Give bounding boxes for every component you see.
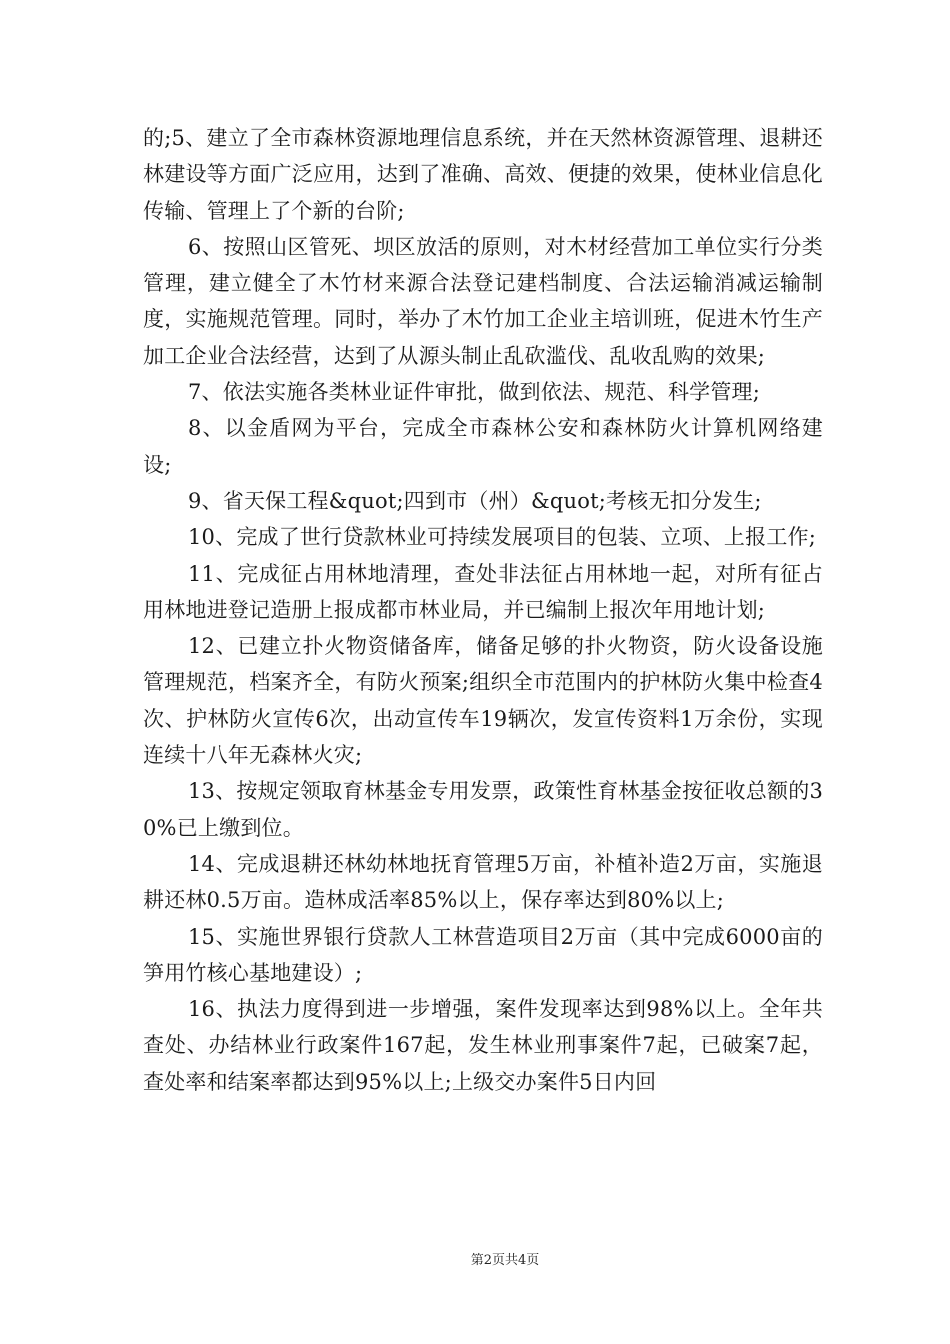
- document-body: [143, 120, 823, 1100]
- paragraph-7: 11、完成征占用林地清理，查处非法征占用林地一起，对所有征占用林地进登记造册上报成都市林业局，并已编制上报次年用地计划;: [143, 561, 823, 622]
- paragraph-10: 14、完成退耕还林幼林地抚育管理5万亩，补植补造2万亩，实施退耕还林0.5万亩。造林成活率85%以上，保存率达到80%以上;: [143, 851, 823, 913]
- paragraph-5: 9、省天保工程&quot;四到市（州）&quot;考核无扣分发生;: [188, 488, 762, 513]
- paragraph-8: 12、已建立扑火物资储备库，储备足够的扑火物资，防火设备设施管理规范，档案齐全，有防火预案;组织全市范围内的护林防火集中检查4次、护林防火宣传6次，出动宣传车19辆次，发宣传资料1万余份，实现连续十八年无森林火灾;: [143, 634, 823, 768]
- paragraph-1: 的;5、建立了全市森林资源地理信息系统，并在天然林资源管理、退耕还林建设等方面广泛应用，达到了准确、高效、便捷的效果，使林业信息化传输、管理上了个新的台阶;: [143, 126, 823, 223]
- paragraph-9: 13、按规定领取育林基金专用发票，政策性育林基金按征收总额的30%已上缴到位。: [143, 779, 823, 840]
- paragraph-2: 6、按照山区管死、坝区放活的原则，对木材经营加工单位实行分类管理，建立健全了木竹材来源合法登记建档制度、合法运输消减运输制度，实施规范管理。同时，举办了木竹加工企业主培训班，促进木竹生产加工企业合法经营，达到了从源头制止乱砍滥伐、乱收乱购的效果;: [143, 234, 823, 368]
- paragraph-4: 8、以金盾网为平台，完成全市森林公安和森林防火计算机网络建设;: [143, 416, 823, 477]
- page-number-footer: 第2页共4页: [470, 1253, 540, 1268]
- paragraph-12: 16、执法力度得到进一步增强，案件发现率达到98%以上。全年共查处、办结林业行政案件167起，发生林业刑事案件7起，已破案7起，查处率和结案率都达到95%以上;上级交办案件5日内回: [143, 997, 823, 1094]
- paragraph-3: 7、依法实施各类林业证件审批，做到依法、规范、科学管理;: [188, 380, 761, 405]
- paragraph-11: 15、实施世界银行贷款人工林营造项目2万亩（其中完成6000亩的笋用竹核心基地建设）;: [143, 924, 823, 985]
- paragraph-6: 10、完成了世行贷款林业可持续发展项目的包装、立项、上报工作;: [188, 525, 816, 550]
